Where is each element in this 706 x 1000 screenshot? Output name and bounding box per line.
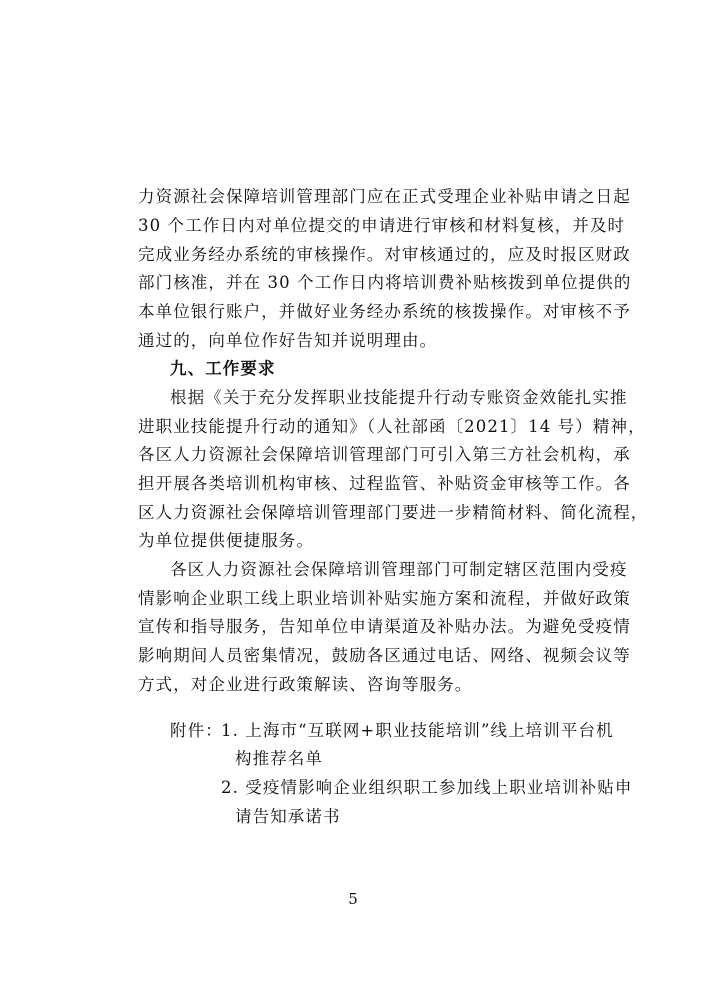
text-line: 30 个工作日内对单位提交的申请进行审核和材料复核，并及时: [138, 216, 626, 235]
attachments-label: 附件：: [170, 721, 223, 740]
section-heading: 九、工作要求: [170, 359, 276, 378]
text-line: 影响期间人员密集情况，鼓励各区通过电话、网络、视频会议等: [138, 646, 631, 665]
page-number: 5: [348, 890, 358, 908]
text-line: 各区人力资源社会保障培训管理部门可制定辖区范围内受疫: [170, 560, 628, 579]
text-line: 力资源社会保障培训管理部门应在正式受理企业补贴申请之日起: [138, 187, 631, 206]
text-line: 进职业技能提升行动的通知》（人社部函〔2021〕14 号）精神，: [138, 417, 646, 436]
text-line: 区人力资源社会保障培训管理部门要进一步精简材料、简化流程，: [138, 503, 649, 522]
text-line: 根据《关于充分发挥职业技能提升行动专账资金效能扎实推: [170, 388, 628, 407]
text-line: 通过的，向单位作好告知并说明理由。: [138, 331, 438, 350]
attachment-item-1: 1. 上海市“互联网+职业技能培训”线上培训平台机: [221, 721, 614, 740]
attachment-item-2: 2. 受疫情影响企业组织职工参加线上职业培训补贴申: [221, 778, 633, 797]
text-line: 情影响企业职工线上职业培训补贴实施方案和流程，并做好政策: [138, 589, 631, 608]
text-line: 方式，对企业进行政策解读、咨询等服务。: [138, 675, 473, 694]
text-line: 完成业务经办系统的审核操作。对审核通过的，应及时报区财政: [138, 245, 631, 264]
attachment-item-1-continued: 构推荐名单: [235, 749, 323, 768]
attachment-item-2-continued: 请告知承诺书: [235, 807, 341, 826]
text-line: 本单位银行账户，并做好业务经办系统的核拨操作。对审核不予: [138, 302, 631, 321]
text-line: 宣传和指导服务，告知单位申请渠道及补贴办法。为避免受疫情: [138, 617, 631, 636]
text-line: 为单位提供便捷服务。: [138, 531, 314, 550]
text-line: 部门核准，并在 30 个工作日内将培训费补贴核拨到单位提供的: [138, 273, 632, 292]
text-line: 担开展各类培训机构审核、过程监管、补贴资金审核等工作。各: [138, 474, 631, 493]
text-line: 各区人力资源社会保障培训管理部门可引入第三方社会机构，承: [138, 445, 631, 464]
